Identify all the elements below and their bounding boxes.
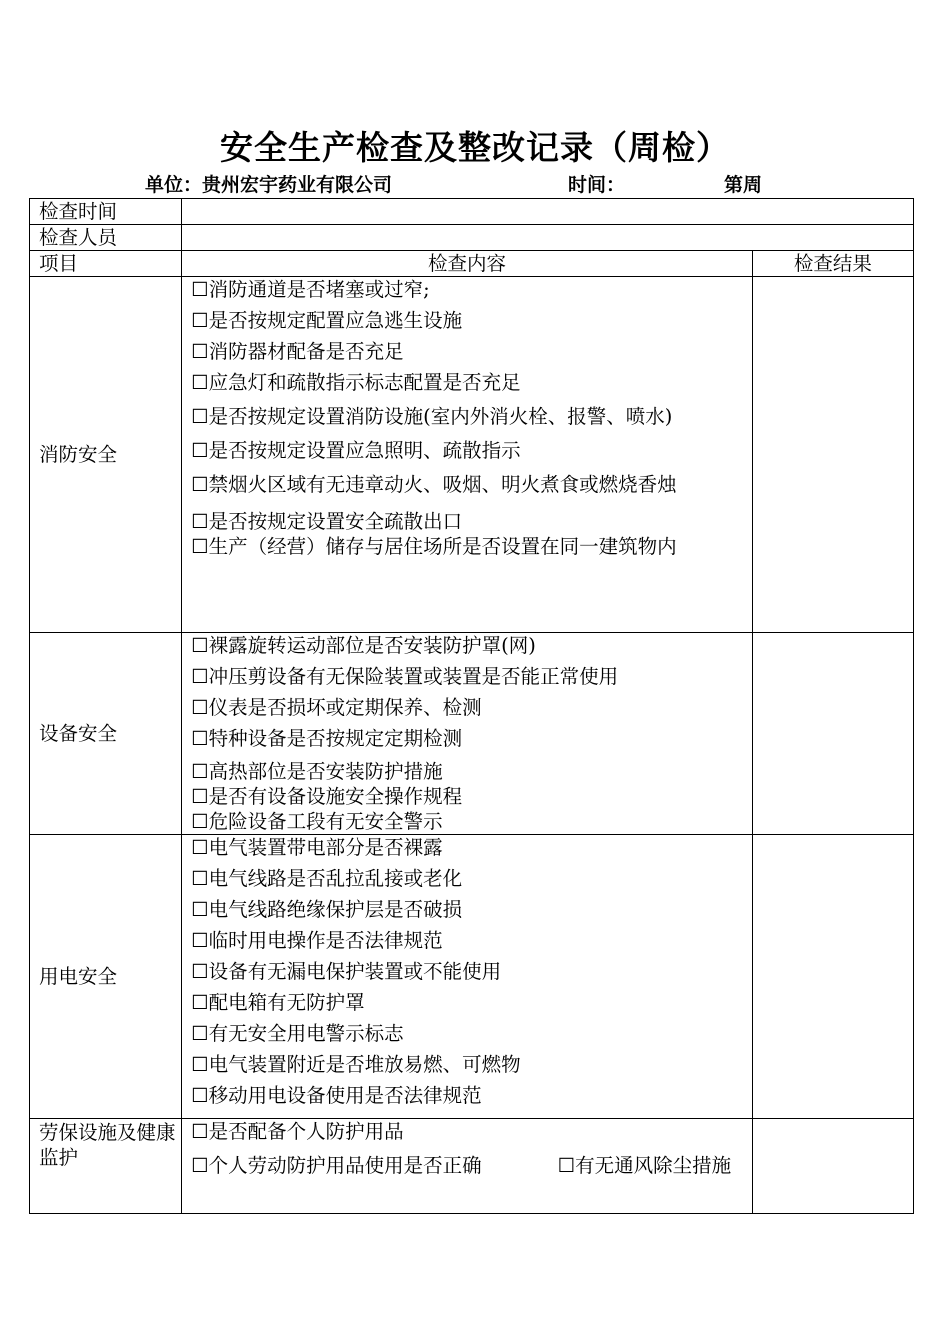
check-item[interactable]: ☐设备有无漏电保护装置或不能使用 [191, 960, 502, 983]
header-row [30, 251, 914, 277]
section-result-fire[interactable] [752, 277, 913, 633]
check-item[interactable]: ☐是否按规定设置消防设施(室内外消火栓、报警、喷水) [191, 405, 673, 428]
check-item[interactable]: ☐高热部位是否安装防护措施 [191, 760, 443, 783]
inspect-time-label: 检查时间 [30, 199, 182, 225]
check-item[interactable]: ☐是否按规定配置应急逃生设施 [191, 309, 463, 332]
check-item[interactable]: ☐冲压剪设备有无保险装置或装置是否能正常使用 [191, 665, 619, 688]
check-item[interactable]: ☐消防器材配备是否充足 [191, 340, 404, 363]
check-item[interactable]: ☐是否按规定设置应急照明、疏散指示 [191, 439, 521, 462]
check-item[interactable]: ☐电气装置带电部分是否裸露 [191, 836, 443, 859]
section-row-equipment [30, 633, 914, 835]
header-result: 检查结果 [752, 251, 913, 277]
check-item[interactable]: ☐有无安全用电警示标志 [191, 1022, 404, 1045]
check-item[interactable]: ☐移动用电设备使用是否法律规范 [191, 1084, 482, 1107]
section-items-equipment [182, 633, 753, 835]
section-items-labor [182, 1119, 753, 1214]
section-result-equipment[interactable] [752, 633, 913, 835]
check-item[interactable]: ☐是否按规定设置安全疏散出口 [191, 510, 463, 533]
check-item[interactable]: ☐消防通道是否堵塞或过窄; [191, 278, 430, 301]
check-item[interactable]: ☐电气线路绝缘保护层是否破损 [191, 898, 463, 921]
check-item[interactable]: ☐临时用电操作是否法律规范 [191, 929, 443, 952]
header-item: 项目 [30, 251, 182, 277]
week-label: 第周 [724, 174, 763, 196]
section-row-fire [30, 277, 914, 633]
inspector-label: 检查人员 [30, 225, 182, 251]
inspector-row [30, 225, 914, 251]
inspect-time-field[interactable] [182, 199, 914, 225]
section-result-electric[interactable] [752, 835, 913, 1119]
check-item[interactable]: ☐有无通风除尘措施 [557, 1154, 732, 1177]
section-items-electric [182, 835, 753, 1119]
section-items-fire [182, 277, 753, 633]
check-item[interactable]: ☐禁烟火区域有无违章动火、吸烟、明火煮食或燃烧香烛 [191, 473, 677, 496]
check-item[interactable]: ☐是否配备个人防护用品 [191, 1120, 404, 1143]
check-item[interactable]: ☐危险设备工段有无安全警示 [191, 810, 443, 833]
check-item[interactable]: ☐应急灯和疏散指示标志配置是否充足 [191, 371, 521, 394]
section-name-labor: 劳保设施及健康监护 [30, 1119, 182, 1214]
header-content: 检查内容 [182, 251, 753, 277]
inspection-table [29, 198, 914, 1214]
check-item[interactable]: ☐特种设备是否按规定定期检测 [191, 727, 463, 750]
check-item[interactable]: ☐电气线路是否乱拉乱接或老化 [191, 867, 463, 890]
check-item[interactable]: ☐电气装置附近是否堆放易燃、可燃物 [191, 1053, 521, 1076]
section-row-electric [30, 835, 914, 1119]
time-label: 时间： [568, 174, 626, 196]
section-name-electric: 用电安全 [30, 835, 182, 1119]
document-title: 安全生产检查及整改记录（周检） [220, 128, 730, 167]
check-item[interactable]: ☐裸露旋转运动部位是否安装防护罩(网) [191, 634, 536, 657]
check-item[interactable]: ☐仪表是否损坏或定期保养、检测 [191, 696, 482, 719]
check-item[interactable]: ☐个人劳动防护用品使用是否正确 [191, 1154, 482, 1177]
inspect-time-row [30, 199, 914, 225]
check-item[interactable]: ☐配电箱有无防护罩 [191, 991, 365, 1014]
section-name-equipment: 设备安全 [30, 633, 182, 835]
section-row-labor [30, 1119, 914, 1214]
check-item[interactable]: ☐生产（经营）储存与居住场所是否设置在同一建筑物内 [191, 535, 677, 558]
section-result-labor[interactable] [752, 1119, 913, 1214]
inspector-field[interactable] [182, 225, 914, 251]
unit-label: 单位：贵州宏宇药业有限公司 [145, 174, 393, 196]
section-name-fire: 消防安全 [30, 277, 182, 633]
check-item[interactable]: ☐是否有设备设施安全操作规程 [191, 785, 463, 808]
